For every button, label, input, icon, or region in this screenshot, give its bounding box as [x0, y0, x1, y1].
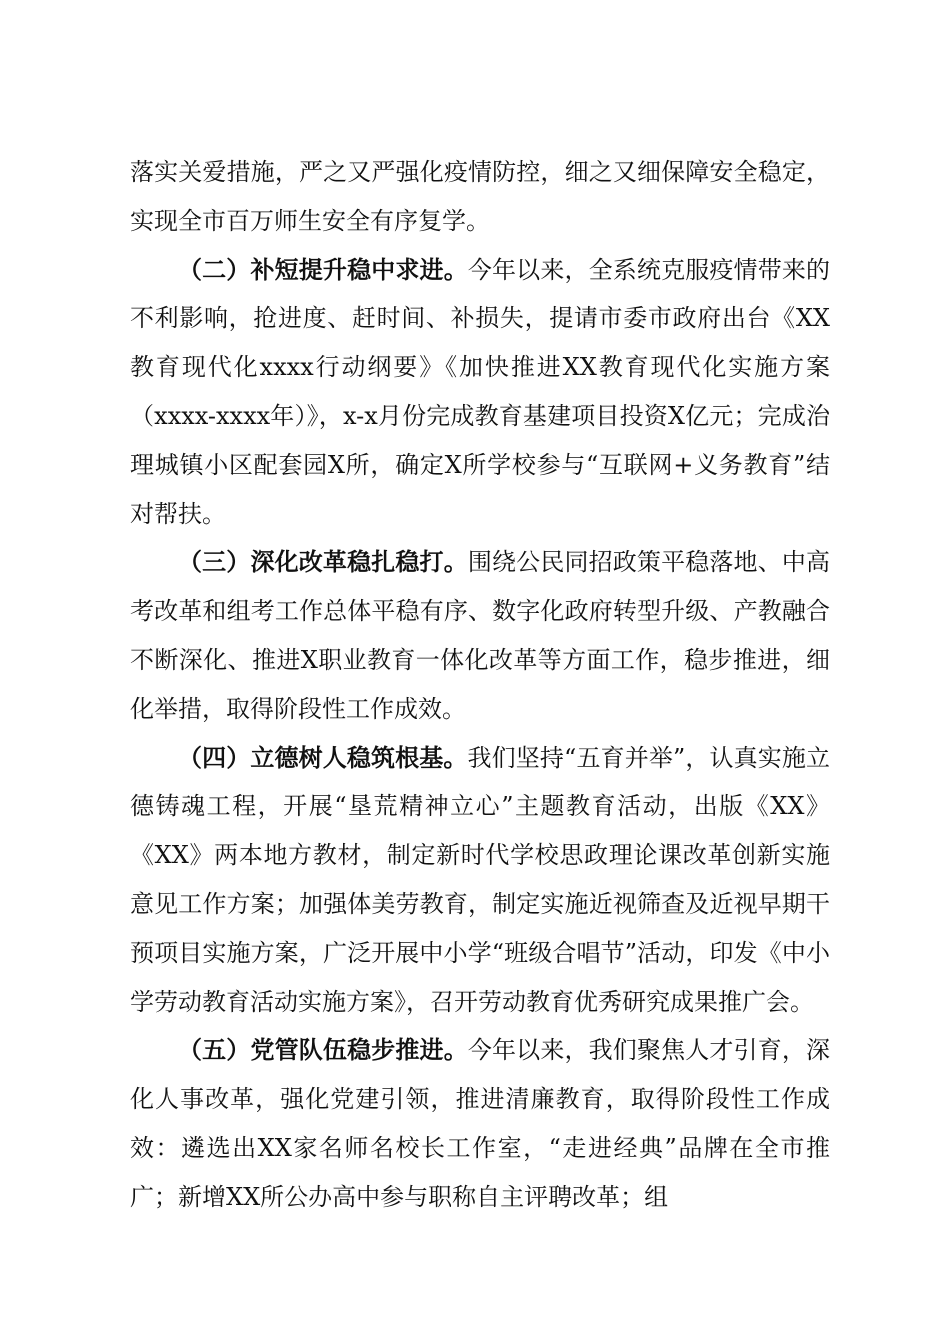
document-body [130, 148, 830, 1222]
paragraph-5-heading: （五）党管队伍稳步推进。 [178, 1035, 468, 1065]
paragraph-3-heading: （三）深化改革稳扎稳打。 [178, 547, 468, 577]
paragraph-4-text: 我们坚持“五育并举”，认真实施立德铸魂工程，开展“垦荒精神立心”主题教育活动，出版《XX》《XX》两本地方教材，制定新时代学校思政理论课改革创新实施意见工作方案；加强体美劳教育，制定实施近视筛查及近视早期干预项目实施方案，广泛开展中小学“班级合唱节”活动，印发《中小学劳动教育活动实施方案》，召开劳动教育优秀研究成果推广会。 [130, 743, 831, 1016]
paragraph-3 [130, 538, 830, 733]
paragraph-3-text: 围绕公民同招政策平稳落地、中高考改革和组考工作总体平稳有序、数字化政府转型升级、产教融合不断深化、推进X职业教育一体化改革等方面工作，稳步推进，细化举措，取得阶段性工作成效。 [130, 548, 831, 723]
paragraph-2 [130, 246, 830, 539]
paragraph-1-text: 落实关爱措施，严之又严强化疫情防控，细之又细保障安全稳定，实现全市百万师生安全有序复学。 [130, 158, 830, 235]
paragraph-4-heading: （四）立德树人稳筑根基。 [178, 742, 468, 772]
paragraph-2-text: 今年以来，全系统克服疫情带来的不利影响，抢进度、赶时间、补损失，提请市委市政府出台《XX教育现代化xxxx行动纲要》《加快推进XX教育现代化实施方案（xxxx-xxxx年）》，x-x月份完成教育基建项目投资X亿元；完成治理城镇小区配套园X所，确定X所学校参与“互联网+义务教育”结对帮扶。 [130, 255, 831, 528]
paragraph-1 [130, 148, 830, 246]
paragraph-5-text: 今年以来，我们聚焦人才引育，深化人事改革，强化党建引领，推进清廉教育，取得阶段性工作成效：遴选出XX家名师名校长工作室，“走进经典”品牌在全市推广；新增XX所公办高中参与职称自主评聘改革；组 [130, 1036, 831, 1211]
paragraph-4 [130, 734, 830, 1027]
paragraph-2-heading: （二）补短提升稳中求进。 [178, 254, 468, 284]
paragraph-5 [130, 1026, 830, 1221]
